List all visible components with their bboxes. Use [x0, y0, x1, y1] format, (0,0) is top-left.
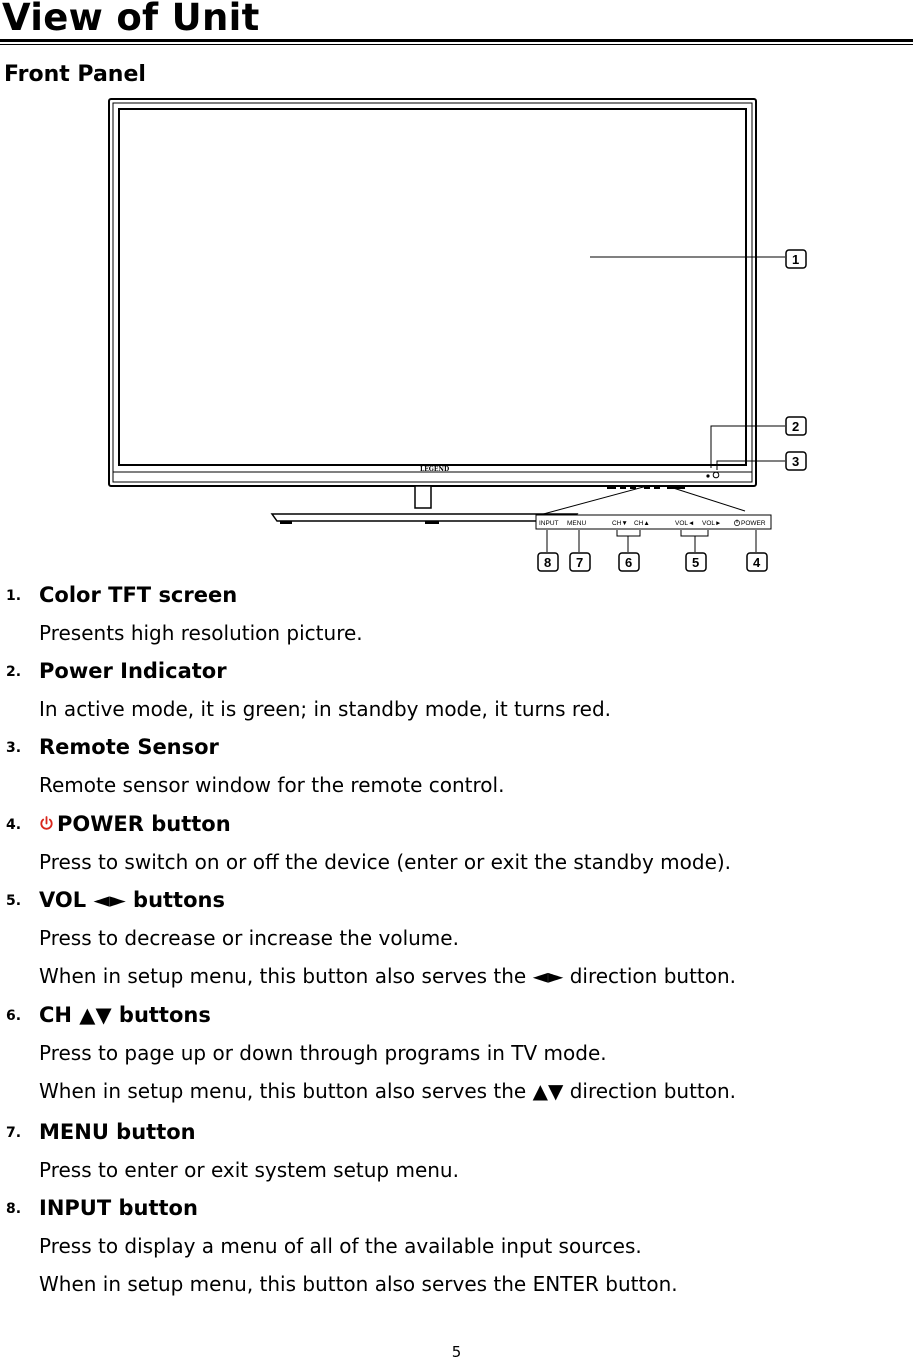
title-rule — [0, 39, 913, 42]
panel-input-label: INPUT — [539, 520, 559, 527]
remote-sensor — [713, 472, 719, 478]
item-title: Color TFT screen — [39, 583, 238, 607]
callout-2 — [786, 417, 806, 435]
item-title: VOL ◄► buttons — [39, 888, 225, 912]
panel-menu-label: MENU — [567, 520, 587, 527]
panel-vol-right-label: VOL► — [702, 520, 722, 527]
svg-text:5: 5 — [692, 555, 700, 570]
item-description: Press to decrease or increase the volume. — [39, 926, 459, 950]
item-number: 4. — [6, 817, 22, 833]
item-number: 5. — [6, 893, 22, 909]
svg-text:1: 1 — [792, 252, 800, 267]
power-icon — [39, 813, 54, 837]
front-panel-figure — [107, 96, 807, 572]
item-description: Press to page up or down through programs in TV mode. — [39, 1041, 607, 1065]
item-description: When in setup menu, this button also serves the ▲▼ direction button. — [39, 1079, 737, 1103]
callout-7 — [570, 553, 590, 571]
item-number: 1. — [6, 588, 22, 604]
item-description: Press to enter or exit system setup menu. — [39, 1158, 459, 1182]
item-title: CH ▲▼ buttons — [39, 1003, 211, 1027]
tv-screen — [119, 109, 746, 465]
item-title: Remote Sensor — [39, 735, 219, 759]
svg-text:2: 2 — [792, 419, 800, 434]
callout-6 — [619, 553, 639, 571]
callout-8 — [538, 553, 558, 571]
item-description: Presents high resolution picture. — [39, 621, 363, 645]
item-description: Remote sensor window for the remote control. — [39, 773, 505, 797]
item-number: 2. — [6, 664, 22, 680]
item-description: When in setup menu, this button also serves the ENTER button. — [39, 1272, 678, 1296]
svg-text:7: 7 — [576, 555, 584, 570]
callout-1 — [786, 250, 806, 268]
panel-ch-up-label: CH▲ — [634, 520, 650, 527]
item-description: Press to display a menu of all of the available input sources. — [39, 1234, 642, 1258]
page-number: 5 — [451, 1343, 462, 1361]
item-title: MENU button — [39, 1120, 196, 1144]
power-indicator — [706, 474, 709, 477]
svg-text:8: 8 — [544, 555, 552, 570]
section-heading: Front Panel — [4, 62, 146, 87]
page-title: View of Unit — [2, 0, 260, 39]
callout-5 — [686, 553, 706, 571]
title-rule-thin — [0, 44, 913, 45]
callout-4 — [747, 553, 767, 571]
item-number: 3. — [6, 740, 22, 756]
item-title: INPUT button — [39, 1196, 198, 1220]
panel-power-label: POWER — [741, 520, 766, 527]
svg-text:6: 6 — [625, 555, 633, 570]
item-number: 8. — [6, 1201, 22, 1217]
svg-text:4: 4 — [753, 555, 761, 570]
item-number: 6. — [6, 1008, 22, 1024]
tv-stand — [272, 486, 577, 524]
svg-text:3: 3 — [792, 454, 800, 469]
panel-vol-left-label: VOL◄ — [675, 520, 695, 527]
callout-3 — [786, 452, 806, 470]
item-title: Power Indicator — [39, 659, 227, 683]
item-title: POWER button — [57, 812, 231, 836]
item-description: When in setup menu, this button also serves the ◄► direction button. — [39, 964, 737, 988]
item-description: Press to switch on or off the device (enter or exit the standby mode). — [39, 850, 732, 874]
panel-ch-down-label: CH▼ — [612, 520, 628, 527]
brand-logo: LEGEND — [420, 466, 450, 473]
item-description: In active mode, it is green; in standby mode, it turns red. — [39, 697, 612, 721]
item-number: 7. — [6, 1125, 22, 1141]
